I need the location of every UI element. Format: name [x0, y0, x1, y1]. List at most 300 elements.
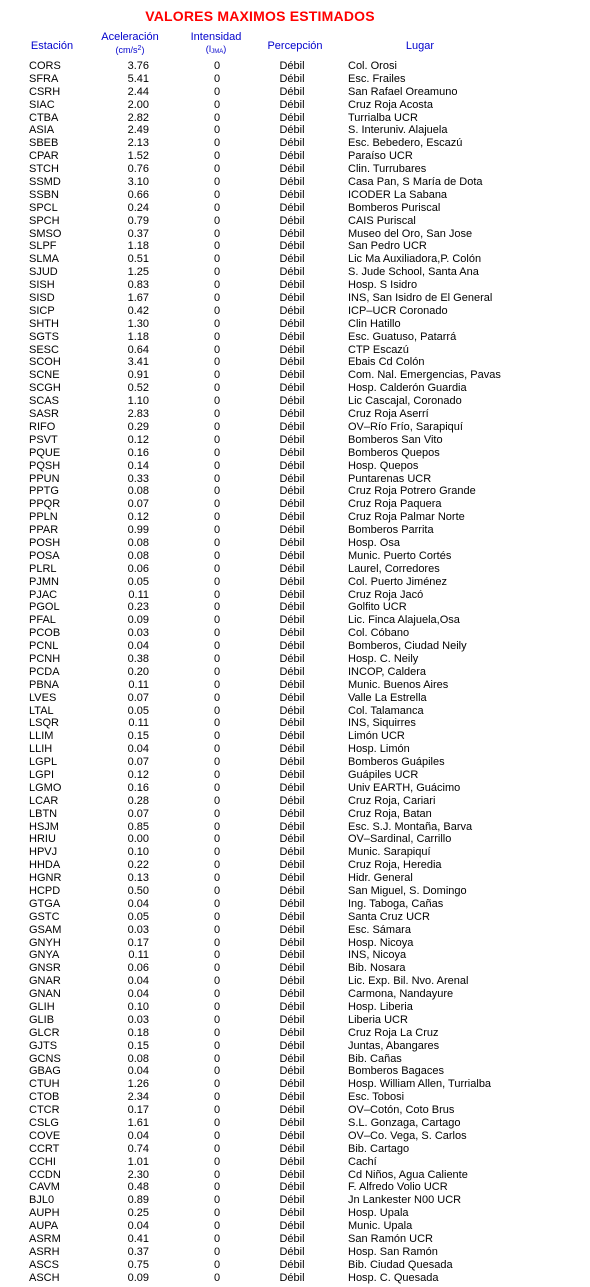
location-value: Hosp. C. Neily — [348, 652, 419, 665]
table-row — [0, 679, 590, 692]
location-value: Bomberos Guápiles — [348, 756, 445, 769]
perception-value: Débil — [279, 1233, 305, 1246]
table-row — [0, 395, 590, 408]
station-code: PPUN — [29, 472, 60, 485]
station-code: PCDA — [29, 665, 60, 678]
location-value: S. Interuniv. Alajuela — [348, 124, 448, 137]
perception-value: Débil — [279, 575, 305, 588]
station-code: GNAN — [29, 988, 61, 1001]
acceleration-value: 0.05 — [127, 575, 149, 588]
perception-value: Débil — [279, 820, 305, 833]
perception-value: Débil — [279, 524, 305, 537]
location-value: Guápiles UCR — [348, 768, 419, 781]
location-value: Bib. Cartago — [348, 1142, 410, 1155]
table-row — [0, 550, 590, 563]
intensity-value: 0 — [213, 1104, 221, 1117]
location-value: S. Jude School, Santa Ana — [348, 266, 479, 279]
intensity-value: 0 — [213, 382, 221, 395]
table-row — [0, 1143, 590, 1156]
intensity-value: 0 — [213, 768, 221, 781]
acceleration-value: 0.05 — [127, 910, 149, 923]
location-value: Bomberos Bagaces — [348, 1065, 444, 1078]
intensity-value: 0 — [213, 137, 221, 150]
acceleration-value: 0.04 — [127, 640, 149, 653]
table-row — [0, 434, 590, 447]
perception-value: Débil — [279, 85, 305, 98]
perception-value: Débil — [279, 240, 305, 253]
acceleration-value: 3.76 — [127, 60, 149, 72]
location-value: CAIS Puriscal — [348, 214, 416, 227]
station-code: SGTS — [29, 330, 59, 343]
perception-value: Débil — [279, 794, 305, 807]
perception-value: Débil — [279, 511, 305, 524]
intensity-value: 0 — [213, 433, 221, 446]
perception-value: Débil — [279, 356, 305, 369]
intensity-value: 0 — [213, 266, 221, 279]
intensity-value: 0 — [213, 395, 221, 408]
table-row — [0, 537, 590, 550]
intensity-value: 0 — [213, 665, 221, 678]
table-row — [0, 821, 590, 834]
table-row — [0, 1091, 590, 1104]
acceleration-value: 1.52 — [127, 150, 149, 163]
table-row — [0, 150, 590, 163]
table-row — [0, 176, 590, 189]
station-code: SESC — [29, 343, 59, 356]
table-row — [0, 266, 590, 279]
table-row — [0, 279, 590, 292]
table-row — [0, 344, 590, 357]
location-value: Esc. S.J. Montaña, Barva — [348, 820, 473, 833]
perception-value: Débil — [279, 743, 305, 756]
perception-value: Débil — [279, 111, 305, 124]
table-row — [0, 795, 590, 808]
intensity-value: 0 — [213, 1129, 221, 1142]
table-row — [0, 99, 590, 112]
table-row — [0, 1040, 590, 1053]
station-code: PFAL — [29, 614, 56, 627]
station-code: LGPL — [29, 756, 58, 769]
station-code: PJAC — [29, 588, 58, 601]
acceleration-value: 0.50 — [127, 885, 149, 897]
station-code: GTGA — [29, 897, 61, 910]
perception-value: Débil — [279, 1001, 305, 1014]
perception-value: Débil — [279, 640, 305, 653]
table-row — [0, 408, 590, 421]
location-value: Bib. Ciudad Quesada — [348, 1258, 453, 1271]
perception-value: Débil — [279, 1052, 305, 1065]
acceleration-value: 0.08 — [127, 1052, 149, 1065]
station-code: SPCH — [29, 214, 60, 227]
intensity-value: 0 — [213, 176, 221, 189]
perception-value: Débil — [279, 408, 305, 421]
perception-value: Débil — [279, 1155, 305, 1168]
perception-value: Débil — [279, 1245, 305, 1258]
table-row — [0, 1246, 590, 1259]
acceleration-value: 0.13 — [127, 872, 149, 885]
station-code: GCNS — [29, 1052, 61, 1065]
location-value: Lic Ma Auxiliadora,P. Colón — [348, 253, 482, 266]
perception-value: Débil — [279, 781, 305, 794]
location-value: Cruz Roja Acosta — [348, 98, 433, 111]
intensity-value: 0 — [213, 1181, 221, 1194]
perception-value: Débil — [279, 188, 305, 201]
station-code: HPVJ — [29, 846, 58, 859]
table-header — [0, 31, 590, 61]
location-value: Hosp. S Isidro — [348, 279, 418, 292]
perception-value: Débil — [279, 562, 305, 575]
perception-value: Débil — [279, 369, 305, 382]
location-value: OV–Co. Vega, S. Carlos — [348, 1129, 467, 1142]
location-value: Bomberos Parrita — [348, 524, 434, 537]
intensity-value: 0 — [213, 923, 221, 936]
station-code: CCDN — [29, 1168, 61, 1181]
acceleration-value: 0.04 — [127, 743, 149, 756]
acceleration-value: 3.41 — [127, 356, 149, 369]
acceleration-value: 0.03 — [127, 627, 149, 640]
perception-value: Débil — [279, 317, 305, 330]
intensity-value: 0 — [213, 975, 221, 988]
intensity-value: 0 — [213, 227, 221, 240]
station-code: PBNA — [29, 678, 59, 691]
intensity-value: 0 — [213, 1142, 221, 1155]
table-row — [0, 743, 590, 756]
acceleration-value: 0.14 — [127, 459, 149, 472]
intensity-value: 0 — [213, 833, 221, 846]
location-value: OV–Cotón, Coto Brus — [348, 1104, 455, 1117]
table-row — [0, 1001, 590, 1014]
station-code: GBAG — [29, 1065, 61, 1078]
location-value: Ebais Cd Colón — [348, 356, 425, 369]
table-row — [0, 1194, 590, 1207]
intensity-value: 0 — [213, 98, 221, 111]
acceleration-value: 0.16 — [127, 781, 149, 794]
perception-value: Débil — [279, 717, 305, 730]
location-value: Munic. Puerto Cortés — [348, 549, 452, 562]
intensity-value: 0 — [213, 588, 221, 601]
location-value: Esc. Sámara — [348, 923, 411, 936]
acceleration-value: 1.10 — [127, 395, 149, 408]
perception-value: Débil — [279, 601, 305, 614]
perception-value: Débil — [279, 330, 305, 343]
table-row — [0, 473, 590, 486]
intensity-value: 0 — [213, 459, 221, 472]
table-row — [0, 1053, 590, 1066]
table-row — [0, 369, 590, 382]
acceleration-value: 2.00 — [127, 98, 149, 111]
location-value: Cruz Roja, Cariari — [348, 794, 436, 807]
station-code: SSBN — [29, 188, 59, 201]
perception-value: Débil — [279, 756, 305, 769]
location-value: Cd Niños, Agua Caliente — [348, 1168, 468, 1181]
location-value: San Rafael Oreamuno — [348, 85, 458, 98]
intensity-value: 0 — [213, 717, 221, 730]
acceleration-value: 0.42 — [127, 304, 149, 317]
intensity-value: 0 — [213, 988, 221, 1001]
perception-value: Débil — [279, 768, 305, 781]
perception-value: Débil — [279, 498, 305, 511]
intensity-value: 0 — [213, 820, 221, 833]
location-value: Col. Orosi — [348, 60, 397, 72]
table-row — [0, 782, 590, 795]
perception-value: Débil — [279, 163, 305, 176]
perception-value: Débil — [279, 137, 305, 150]
location-value: Bib. Cañas — [348, 1052, 402, 1065]
table-row — [0, 614, 590, 627]
perception-value: Débil — [279, 60, 305, 72]
location-value: ICP–UCR Coronado — [348, 304, 448, 317]
table-row — [0, 318, 590, 331]
location-value: Puntarenas UCR — [348, 472, 432, 485]
location-value: Esc. Guatuso, Patarrá — [348, 330, 457, 343]
table-row — [0, 1233, 590, 1246]
location-value: Santa Cruz UCR — [348, 910, 430, 923]
location-value: Esc. Bebedero, Escazú — [348, 137, 463, 150]
acceleration-value: 0.08 — [127, 536, 149, 549]
station-code: PLRL — [29, 562, 57, 575]
location-value: INS, Siquirres — [348, 717, 416, 730]
acceleration-value: 0.05 — [127, 704, 149, 717]
acceleration-value: 0.52 — [127, 382, 149, 395]
perception-value: Débil — [279, 1271, 305, 1284]
perception-value: Débil — [279, 704, 305, 717]
location-value: Bomberos San Vito — [348, 433, 443, 446]
perception-value: Débil — [279, 433, 305, 446]
station-code: GNSR — [29, 962, 61, 975]
station-code: HSJM — [29, 820, 59, 833]
perception-value: Débil — [279, 665, 305, 678]
location-value: Hosp. Liberia — [348, 1001, 413, 1014]
station-code: PPTG — [29, 485, 59, 498]
location-value: Ing. Taboga, Cañas — [348, 897, 444, 910]
perception-value: Débil — [279, 150, 305, 163]
table-row — [0, 730, 590, 743]
acceleration-value: 5.41 — [127, 72, 149, 85]
station-code: CSLG — [29, 1117, 59, 1130]
acceleration-value: 0.07 — [127, 756, 149, 769]
station-code: SIAC — [29, 98, 55, 111]
table-row — [0, 627, 590, 640]
station-code: PQSH — [29, 459, 61, 472]
location-value: INS, San Isidro de El General — [348, 292, 493, 305]
perception-value: Débil — [279, 1129, 305, 1142]
intensity-value: 0 — [213, 1194, 221, 1207]
acceleration-value: 0.41 — [127, 1233, 149, 1246]
station-code: PQUE — [29, 446, 61, 459]
location-value: Munic. Upala — [348, 1220, 413, 1233]
intensity-value: 0 — [213, 627, 221, 640]
location-value: Hosp. Osa — [348, 536, 400, 549]
intensity-value: 0 — [213, 111, 221, 124]
perception-value: Débil — [279, 897, 305, 910]
acceleration-value: 0.75 — [127, 1258, 149, 1271]
acceleration-value: 0.04 — [127, 1129, 149, 1142]
acceleration-value: 0.09 — [127, 614, 149, 627]
acceleration-value: 0.38 — [127, 652, 149, 665]
acceleration-value: 0.25 — [127, 1207, 149, 1220]
perception-value: Débil — [279, 885, 305, 897]
perception-value: Débil — [279, 292, 305, 305]
perception-value: Débil — [279, 1194, 305, 1207]
page-title: VALORES MAXIMOS ESTIMADOS — [145, 8, 375, 24]
table-row — [0, 1181, 590, 1194]
perception-value: Débil — [279, 304, 305, 317]
station-code: PPLN — [29, 511, 58, 524]
location-value: Esc. Tobosi — [348, 1091, 405, 1104]
table-row — [0, 859, 590, 872]
intensity-value: 0 — [213, 1155, 221, 1168]
acceleration-value: 0.12 — [127, 768, 149, 781]
table-row — [0, 692, 590, 705]
table-row — [0, 511, 590, 524]
intensity-value: 0 — [213, 640, 221, 653]
perception-value: Débil — [279, 1078, 305, 1091]
location-value: Museo del Oro, San Jose — [348, 227, 473, 240]
unit-close: ) — [141, 45, 145, 55]
table-row — [0, 756, 590, 769]
intensity-value: 0 — [213, 614, 221, 627]
location-value: Lic. Finca Alajuela,Osa — [348, 614, 460, 627]
station-code: HRIU — [29, 833, 56, 846]
location-value: Paraíso UCR — [348, 150, 413, 163]
acceleration-value: 0.11 — [128, 717, 149, 730]
location-value: Hidr. General — [348, 872, 413, 885]
location-value: Lic. Exp. Bil. Nvo. Arenal — [348, 975, 469, 988]
intensity-value: 0 — [213, 575, 221, 588]
intensity-value: 0 — [213, 240, 221, 253]
location-value: Liberia UCR — [348, 1013, 408, 1026]
station-code: LSQR — [29, 717, 59, 730]
intensity-value: 0 — [213, 485, 221, 498]
location-value: Cruz Roja Potrero Grande — [348, 485, 476, 498]
location-value: Munic. Sarapiquí — [348, 846, 431, 859]
perception-value: Débil — [279, 446, 305, 459]
location-value: Cruz Roja Jacó — [348, 588, 424, 601]
table-row — [0, 73, 590, 86]
station-code: CTCR — [29, 1104, 60, 1117]
perception-value: Débil — [279, 1168, 305, 1181]
table-row — [0, 189, 590, 202]
location-value: OV–Río Frío, Sarapiquí — [348, 420, 463, 433]
acceleration-value: 1.18 — [127, 240, 149, 253]
station-code: SMSO — [29, 227, 62, 240]
perception-value: Débil — [279, 98, 305, 111]
header-aceleracion-label: Aceleración — [101, 31, 159, 43]
table-row — [0, 86, 590, 99]
intensity-value: 0 — [213, 1078, 221, 1091]
location-value: Hosp. Limón — [348, 743, 410, 756]
location-value: CTP Escazú — [348, 343, 409, 356]
station-code: HHDA — [29, 859, 61, 872]
table-row — [0, 705, 590, 718]
acceleration-value: 2.44 — [127, 85, 149, 98]
table-row — [0, 356, 590, 369]
table-row — [0, 215, 590, 228]
station-code: AUPH — [29, 1207, 60, 1220]
station-code: SCOH — [29, 356, 61, 369]
table-row — [0, 911, 590, 924]
table-row — [0, 253, 590, 266]
intensity-value: 0 — [213, 936, 221, 949]
perception-value: Débil — [279, 807, 305, 820]
intensity-value: 0 — [213, 1065, 221, 1078]
table-row — [0, 924, 590, 937]
acceleration-value: 0.03 — [127, 923, 149, 936]
acceleration-value: 0.06 — [127, 962, 149, 975]
location-value: S.L. Gonzaga, Cartago — [348, 1117, 461, 1130]
perception-value: Débil — [279, 1039, 305, 1052]
perception-value: Débil — [279, 382, 305, 395]
table-row — [0, 1027, 590, 1040]
intensity-value: 0 — [213, 652, 221, 665]
table-row — [0, 421, 590, 434]
table-row — [0, 898, 590, 911]
station-code: RIFO — [29, 420, 56, 433]
station-code: PGOL — [29, 601, 60, 614]
location-value: Col. Cóbano — [348, 627, 410, 640]
intensity-value: 0 — [213, 1013, 221, 1026]
location-value: Col. Talamanca — [348, 704, 424, 717]
table-row — [0, 1207, 590, 1220]
station-code: ASCH — [29, 1271, 60, 1284]
acceleration-value: 0.00 — [127, 833, 149, 846]
acceleration-value: 0.51 — [127, 253, 149, 266]
station-code: GNYH — [29, 936, 61, 949]
perception-value: Débil — [279, 1220, 305, 1233]
station-code: BJL0 — [29, 1194, 55, 1207]
intensity-value: 0 — [213, 446, 221, 459]
intensity-value: 0 — [213, 498, 221, 511]
table-row — [0, 1259, 590, 1272]
perception-value: Débil — [279, 962, 305, 975]
acceleration-value: 2.13 — [127, 137, 149, 150]
location-value: Clin. Turrubares — [348, 163, 427, 176]
location-value: Golfito UCR — [348, 601, 407, 614]
table-row — [0, 872, 590, 885]
table-row — [0, 228, 590, 241]
location-value: INCOP, Caldera — [348, 665, 427, 678]
acceleration-value: 0.04 — [127, 897, 149, 910]
station-code: CCRT — [29, 1142, 60, 1155]
header-aceleracion-unit — [90, 43, 170, 56]
acceleration-value: 2.49 — [127, 124, 149, 137]
acceleration-value: 0.22 — [127, 859, 149, 872]
acceleration-value: 0.37 — [127, 227, 149, 240]
intensity-value: 0 — [213, 897, 221, 910]
table-row — [0, 1272, 590, 1285]
station-code: SISD — [29, 292, 55, 305]
intensity-value: 0 — [213, 163, 221, 176]
table-row — [0, 1130, 590, 1143]
perception-value: Débil — [279, 1181, 305, 1194]
table-row — [0, 1117, 590, 1130]
intensity-value: 0 — [213, 885, 221, 897]
acceleration-value: 1.25 — [127, 266, 149, 279]
station-code: LCAR — [29, 794, 59, 807]
acceleration-value: 0.11 — [128, 949, 149, 962]
table-row — [0, 962, 590, 975]
table-row — [0, 1169, 590, 1182]
table-row — [0, 202, 590, 215]
location-value: Jn Lankester N00 UCR — [348, 1194, 462, 1207]
station-code: LBTN — [29, 807, 58, 820]
perception-value: Débil — [279, 420, 305, 433]
acceleration-value: 1.26 — [127, 1078, 149, 1091]
perception-value: Débil — [279, 72, 305, 85]
acceleration-value: 0.89 — [127, 1194, 149, 1207]
acceleration-value: 0.09 — [127, 1271, 149, 1284]
perception-value: Débil — [279, 472, 305, 485]
